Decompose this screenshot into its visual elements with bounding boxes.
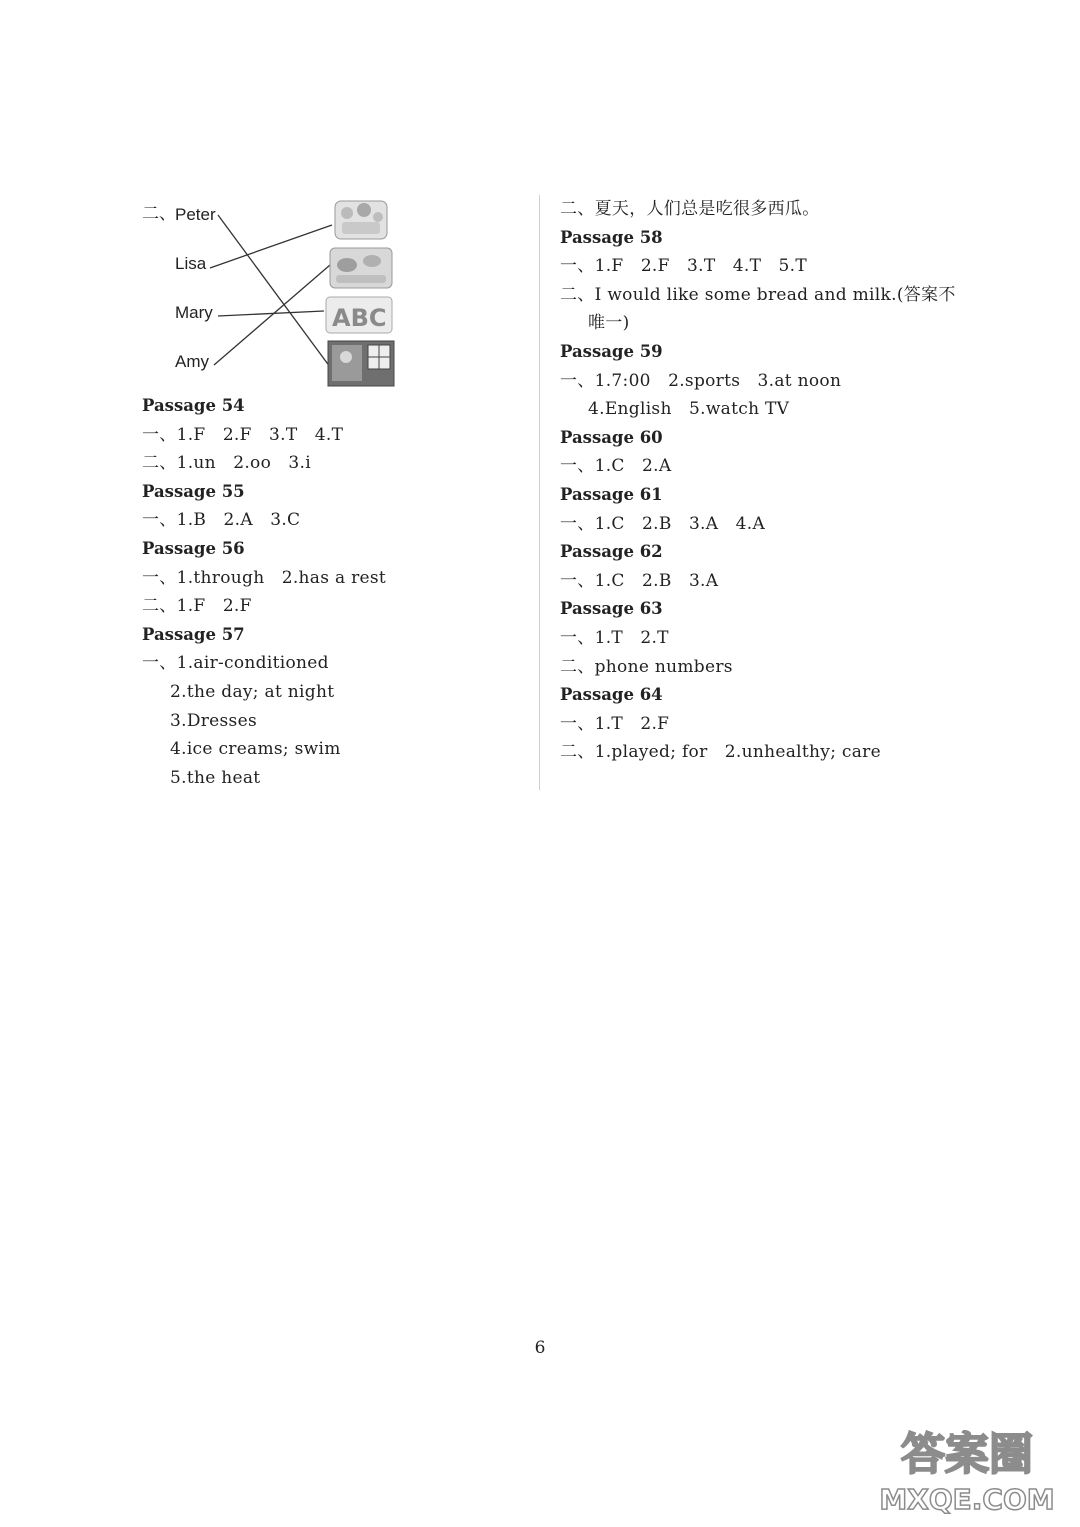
right-passage-heading: Passage 61 [560,484,663,504]
right-answer-line: 二、I would like some bread and milk.(答案不 [560,284,956,305]
right-answer-line: 一、1.C 2.A [560,456,672,477]
right-answer-line: 二、夏天，人们总是吃很多西瓜。 [560,199,820,219]
left-answer-line: 一、1.B 2.A 3.C [142,510,301,531]
right-answer-line: 一、1.T 2.F [560,713,670,734]
left-answer-line: 4.ice creams; swim [170,739,341,760]
page-number: 6 [534,1338,546,1358]
left-passage-heading: Passage 54 [142,396,245,415]
match-line-peter [218,215,330,367]
right-answer-line: 一、1.C 2.B 3.A 4.A [560,513,766,534]
right-passage-heading: Passage 62 [560,542,663,562]
right-passage-heading: Passage 58 [560,227,663,247]
picture-flowers-icon [335,201,387,239]
matching-prefix: 二、 [142,204,176,224]
right-passage-heading: Passage 64 [560,685,663,705]
left-answer-line: 5.the heat [170,767,261,788]
right-passage-heading: Passage 60 [560,427,663,447]
name-lisa: Lisa [175,254,207,273]
picture-sea-icon [330,248,392,288]
name-peter: Peter [175,205,216,224]
matching-diagram [142,195,402,392]
picture-abc-icon [326,297,392,333]
left-answers [142,392,522,792]
name-mary: Mary [175,303,213,322]
watermark-top: 答案圈 [901,1429,1033,1480]
right-answer-line: 4.English 5.watch TV [588,399,790,420]
left-answer-line: 2.the day; at night [170,681,335,702]
left-passage-heading: Passage 55 [142,481,245,501]
right-answer-line: 一、1.C 2.B 3.A [560,570,719,591]
left-answer-line: 二、1.F 2.F [142,596,252,617]
right-answer-line: 二、phone numbers [560,656,733,677]
right-passage-heading: Passage 63 [560,599,663,619]
left-answer-line: 一、1.through 2.has a rest [142,567,387,588]
watermark-logo [872,1417,1062,1517]
match-line-lisa [210,225,332,268]
name-amy: Amy [175,352,209,371]
right-passage-heading: Passage 59 [560,341,663,361]
left-answer-line: 一、1.air-conditioned [142,653,329,674]
left-answer-line: 二、1.un 2.oo 3.i [142,453,311,474]
left-passage-heading: Passage 57 [142,624,245,644]
right-answer-line: 一、1.7:00 2.sports 3.at noon [560,370,842,391]
left-column [142,195,522,792]
picture-classroom-icon [328,341,394,386]
watermark-bottom: MXQE.COM [879,1483,1055,1516]
right-answer-line: 一、1.F 2.F 3.T 4.T 5.T [560,256,808,277]
right-answer-line: 唯一) [588,313,630,334]
matching-exercise [142,195,522,392]
column-divider [539,195,540,790]
right-answer-line: 二、1.played; for 2.unhealthy; care [560,742,881,763]
left-passage-heading: Passage 56 [142,538,245,558]
right-answer-line: 一、1.T 2.T [560,627,669,648]
left-answer-line: 3.Dresses [170,710,257,731]
left-answer-line: 一、1.F 2.F 3.T 4.T [142,424,344,445]
right-answers [560,195,980,767]
svg-text:ABC: ABC [332,304,387,332]
right-column [560,195,980,767]
